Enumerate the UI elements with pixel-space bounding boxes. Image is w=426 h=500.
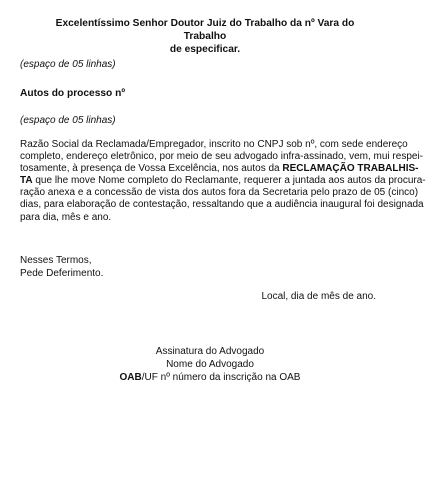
body-line-7: para dia, mês e ano. [20,211,112,223]
petition-body [20,139,426,224]
oab-registration-line [60,371,360,384]
oab-number-text: /UF nº número da inscrição na OAB [141,372,301,383]
signature-block [60,345,360,384]
body-line-2: completo, endereço eletrônico, por meio de seu advogado infra-assinado, vem, mui respei- [20,151,423,163]
closing-block [20,254,103,280]
spacer-note-1: (espaço de 05 linhas) [20,59,116,70]
closing-line-1: Nesses Termos, [20,255,92,266]
lawyer-name-line: Nome do Advogado [166,359,254,370]
oab-label: OAB [119,372,142,383]
body-line-4 [20,175,426,187]
body-line-1: Razão Social da Reclamada/Empregador, inscrito no CNPJ sob nº, com sede endereço [20,139,408,150]
heading-line-2: de especificar. [169,44,241,55]
heading-line-1: Excelentíssimo Senhor Doutor Juiz do Trabalho da nº Vara do Trabalho [55,18,355,42]
claim-type-bold-2: TA [20,175,33,187]
body-line-3 [20,163,419,175]
spacer-note-2: (espaço de 05 linhas) [20,115,116,126]
body-line-3-text: tosamente, à presença de Vossa Excelência, nos autos da [20,163,283,175]
signature-line: Assinatura do Advogado [155,346,265,357]
body-line-4-text: que lhe move Nome completo do Reclamante, requerer a juntada aos autos da procura- [32,175,426,187]
claim-type-bold-1: RECLAMAÇÃO TRABALHIS- [282,163,419,175]
body-line-6: dias, para elaboração de contestação, ressaltando que a audiência inaugural foi designada [20,199,424,211]
body-line-5: ração anexa e a concessão de vista dos autos fora da Secretaria pelo prazo de 05 (cinco) [20,187,419,199]
document-heading [50,17,360,56]
place-date-line: Local, dia de mês de ano. [261,291,376,302]
closing-line-2: Pede Deferimento. [20,268,104,279]
case-number-label: Autos do processo nº [20,88,126,99]
